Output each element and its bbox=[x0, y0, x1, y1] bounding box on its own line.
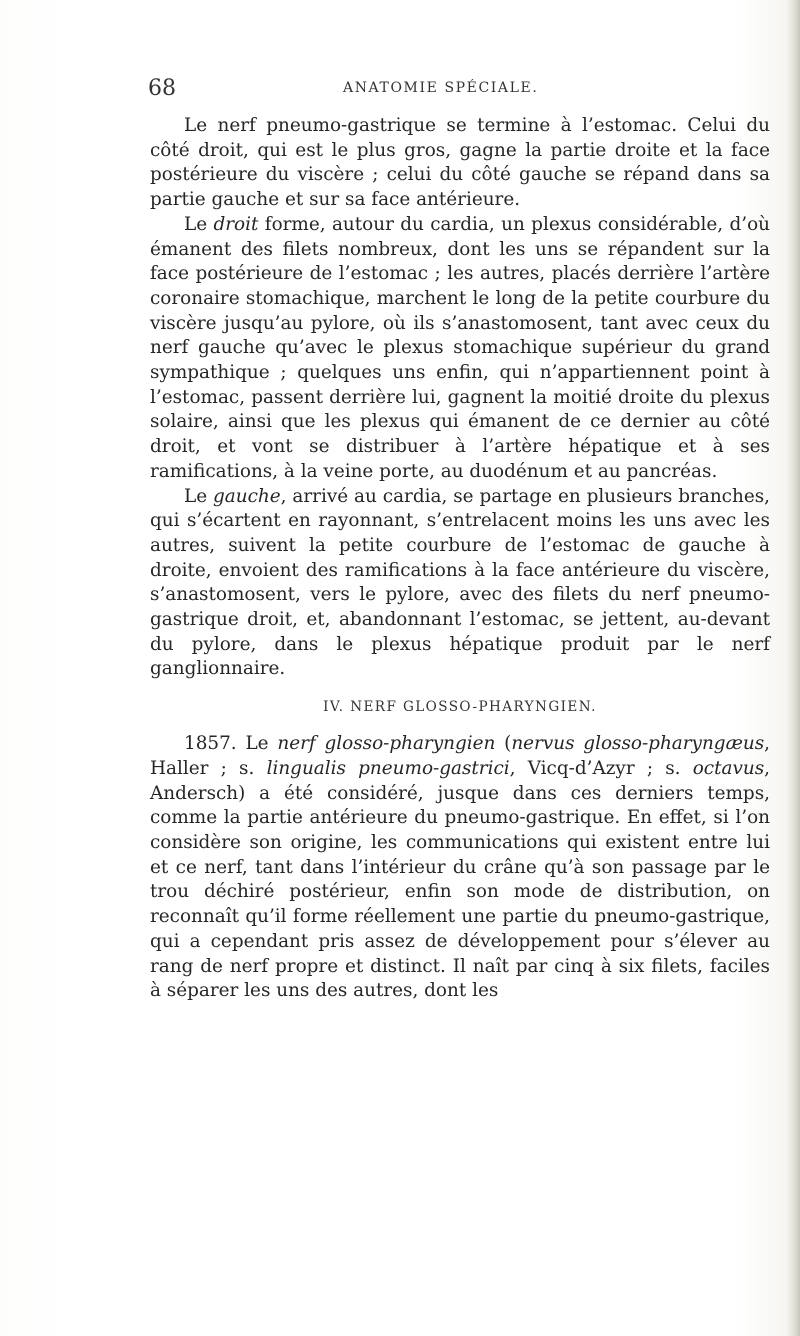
italic-term: droit bbox=[213, 213, 259, 235]
paragraph-glosso-pharyngeal bbox=[150, 732, 770, 1004]
text-run: , Vicq-d’Azyr ; s. bbox=[509, 757, 693, 779]
page-header bbox=[148, 76, 748, 102]
page-edge-shadow bbox=[786, 0, 800, 1336]
italic-term: lingualis pneumo-gastrici bbox=[266, 757, 510, 779]
text-run: Le bbox=[184, 485, 214, 507]
text-run: , Andersch) a été considéré, jusque dans ces derniers temps, comme la partie antérieure du pneumo-gastrique. En effet, si l’on considère son origine, les communications qui existent entre lui et ce nerf, tant dans l’intérieur du crâne qu’à son passage par le trou déchiré postérieur, enfin son mode de distribution, on reconnaît qu’il forme réellement une partie du pneumo-gastrique, qui a cependant pris assez de développement pour s’élever au rang de nerf propre et distinct. Il naît par cinq à six filets, faciles à séparer les uns des autres, dont les bbox=[150, 757, 770, 1002]
paragraph-nerve-termination bbox=[150, 114, 770, 213]
text-run: 1857. Le bbox=[184, 733, 278, 755]
body-text bbox=[150, 114, 770, 1004]
italic-term: octavus bbox=[692, 757, 765, 779]
italic-term: nerf glosso-pharyngien bbox=[277, 733, 496, 755]
italic-term: nervus glosso-pharyngæus bbox=[511, 733, 765, 755]
text-run: forme, autour du cardia, un plexus considérable, d’où émanent des filets nombreux, dont les uns se répandent sur la face postérieure de l’estomac ; les autres, placés derrière l’artère coronaire stomachique, marchent le long de la petite courbure du viscère jusqu’au pylore, où ils s’anastomosent, tant avec ceux du nerf gauche qu’avec le plexus stomachique supérieur du grand sympathique ; quelques uns enfin, qui n’appartiennent point à l’estomac, passent derrière lui, gagnent la moitié droite du plexus solaire, ainsi que les plexus qui émanent de ce dernier au côté droit, et vont se distribuer à l’artère hépatique et à ses ramifications, à la veine porte, au duodénum et au pancréas. bbox=[150, 213, 770, 482]
running-head: ANATOMIE SPÉCIALE. bbox=[343, 80, 539, 96]
paragraph-left-nerve bbox=[150, 485, 770, 683]
paragraph-right-nerve bbox=[150, 213, 770, 485]
text-run: Le nerf pneumo-gastrique se termine à l’estomac. Celui du côté droit, qui est le plus gros, gagne la partie droite et la face postérieure du viscère ; celui du côté gauche se répand dans sa partie gauche et sur sa face antérieure. bbox=[150, 115, 770, 211]
text-run: , arrivé au cardia, se partage en plusieurs branches, qui s’écartent en rayonnant, s’entrelacent moins les uns avec les autres, suivent la petite courbure de l’estomac de gauche à droite, envoient des ramifications à la face antérieure du viscère, s’anastomosent, vers le pylore, avec des filets du nerf pneumo-gastrique droit, et, abandonnant l’estomac, se jettent, au-devant du pylore, dans le plexus hépatique produit par le nerf ganglionnaire. bbox=[150, 485, 770, 680]
section-heading: IV. NERF GLOSSO-PHARYNGIEN. bbox=[323, 699, 597, 716]
italic-term: gauche bbox=[213, 485, 281, 507]
text-run: , Haller ; s. bbox=[150, 733, 770, 779]
text-run: ( bbox=[495, 733, 512, 755]
text-run: Le bbox=[184, 213, 214, 235]
page-number: 68 bbox=[148, 76, 176, 101]
